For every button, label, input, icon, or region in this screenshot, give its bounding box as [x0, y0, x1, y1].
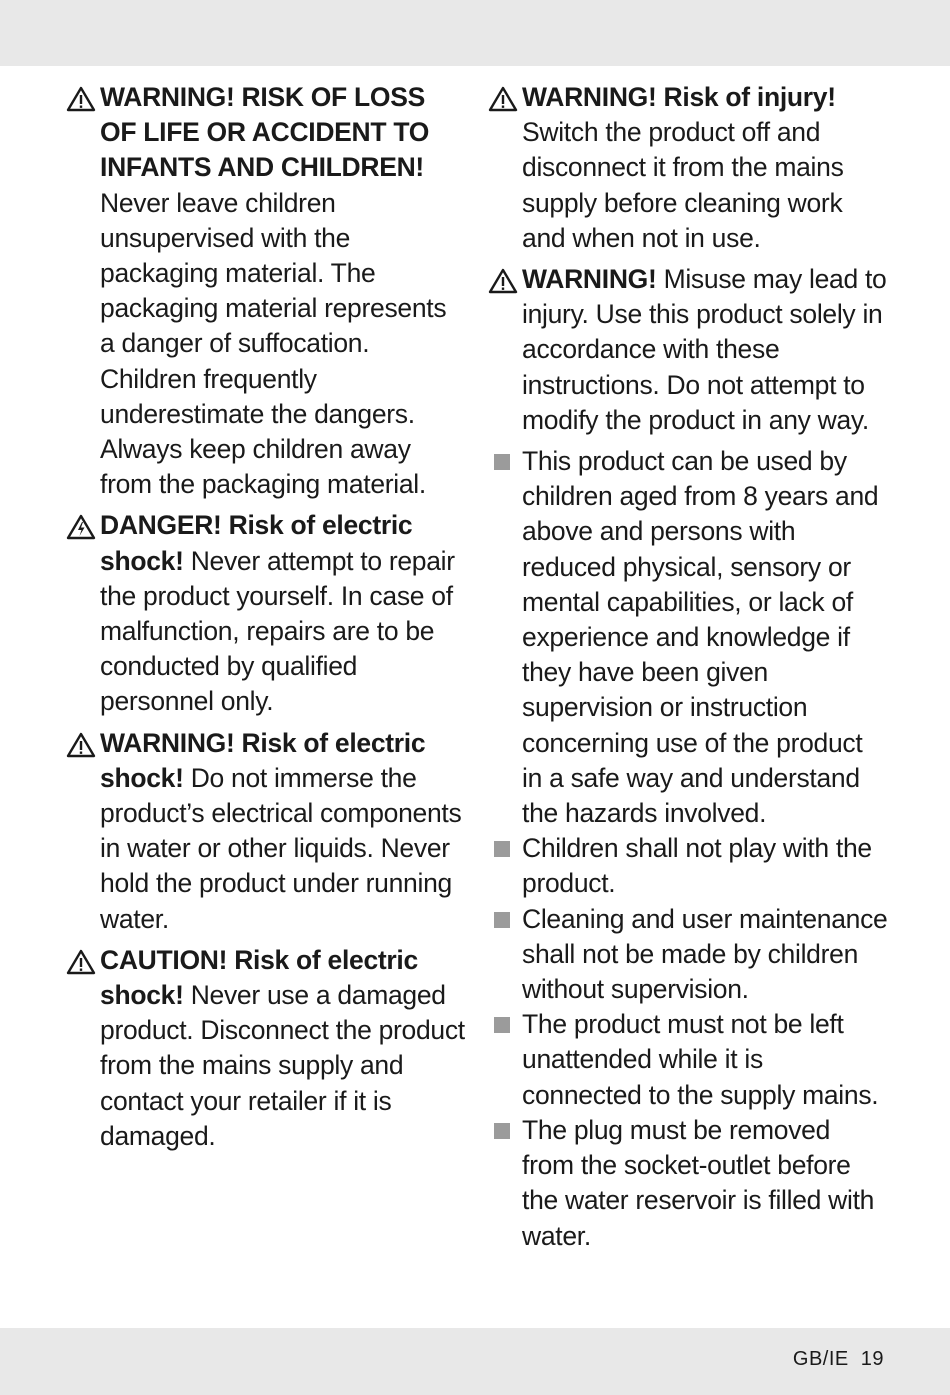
warning-lead: DANGER! Risk of electric shock!	[100, 510, 413, 576]
warning-lead: WARNING! Risk of injury!	[522, 82, 836, 112]
warning-lead: CAUTION! Risk of electric shock!	[100, 944, 418, 1011]
right-column	[488, 80, 888, 1254]
square-bullet-icon	[494, 841, 510, 857]
warning-triangle-icon	[66, 732, 96, 758]
warning-triangle-icon	[488, 86, 518, 112]
page-footer	[793, 1348, 884, 1371]
square-bullet-icon	[494, 1017, 510, 1033]
page-number: 19	[860, 1348, 884, 1370]
warning-injury	[488, 80, 888, 256]
warning-text: Never leave children unsupervised with the packaging material. The packaging material represents a danger of suffocation. Children frequently underestimate the dangers. Always keep children away from the packaging material.	[100, 187, 447, 500]
bullet-text: The product must not be left unattended while it is connected to the supply mains.	[522, 1009, 879, 1110]
bullet-text: Cleaning and user maintenance shall not be made by children without supervision.	[522, 903, 888, 1005]
warning-lead: WARNING!	[522, 264, 657, 295]
electric-warning-triangle-icon	[66, 514, 96, 540]
warning-text: Never attempt to repair the product yourself. In case of malfunction, repairs are to be conducted by qualified personnel only.	[100, 545, 455, 717]
warning-triangle-icon	[66, 949, 96, 975]
warning-text: Misuse may lead to injury. Use this product solely in accordance with these instructions. Do not attempt to modify the product in any way.	[522, 264, 887, 435]
square-bullet-icon	[494, 454, 510, 470]
warning-infants-children	[66, 80, 466, 502]
warning-lead: WARNING! Risk of electric shock!	[100, 727, 426, 793]
bullet-item	[488, 831, 888, 901]
danger-electric-shock	[66, 508, 466, 719]
warning-electric-shock-water	[66, 726, 466, 937]
warning-triangle-icon	[488, 268, 518, 294]
warning-triangle-icon	[66, 86, 96, 112]
warning-text: Switch the product off and disconnect it from the mains supply before cleaning work and when not in use.	[522, 117, 844, 253]
left-column	[66, 80, 466, 1160]
warning-text: Do not immerse the product’s electrical components in water or other liquids. Never hold the product under running water.	[100, 762, 462, 934]
square-bullet-icon	[494, 1123, 510, 1139]
square-bullet-icon	[494, 912, 510, 928]
bullet-item	[488, 1007, 888, 1113]
bullet-text: The plug must be removed from the socket-outlet before the water reservoir is filled with water.	[522, 1114, 875, 1251]
warning-misuse	[488, 262, 888, 438]
region-label: GB/IE	[792, 1348, 849, 1370]
bullet-item	[488, 902, 888, 1008]
bullet-item	[488, 444, 888, 831]
top-band	[0, 0, 950, 66]
caution-electric-shock	[66, 943, 466, 1154]
warning-lead: WARNING! RISK OF LOSS OF LIFE OR ACCIDENT TO INFANTS AND CHILDREN!	[100, 82, 430, 183]
bullet-item	[488, 1113, 888, 1254]
warning-text: Never use a damaged product. Disconnect the product from the mains supply and contact your retailer if it is damaged.	[100, 980, 465, 1151]
bullet-text: Children shall not play with the product.	[522, 833, 872, 899]
bullet-text: This product can be used by children aged from 8 years and above and persons with reduced physical, sensory or mental capabilities, or lack of experience and knowledge if they have been given supervision or instruction concerning use of the product in a safe way and understand the hazards involved.	[522, 446, 879, 829]
